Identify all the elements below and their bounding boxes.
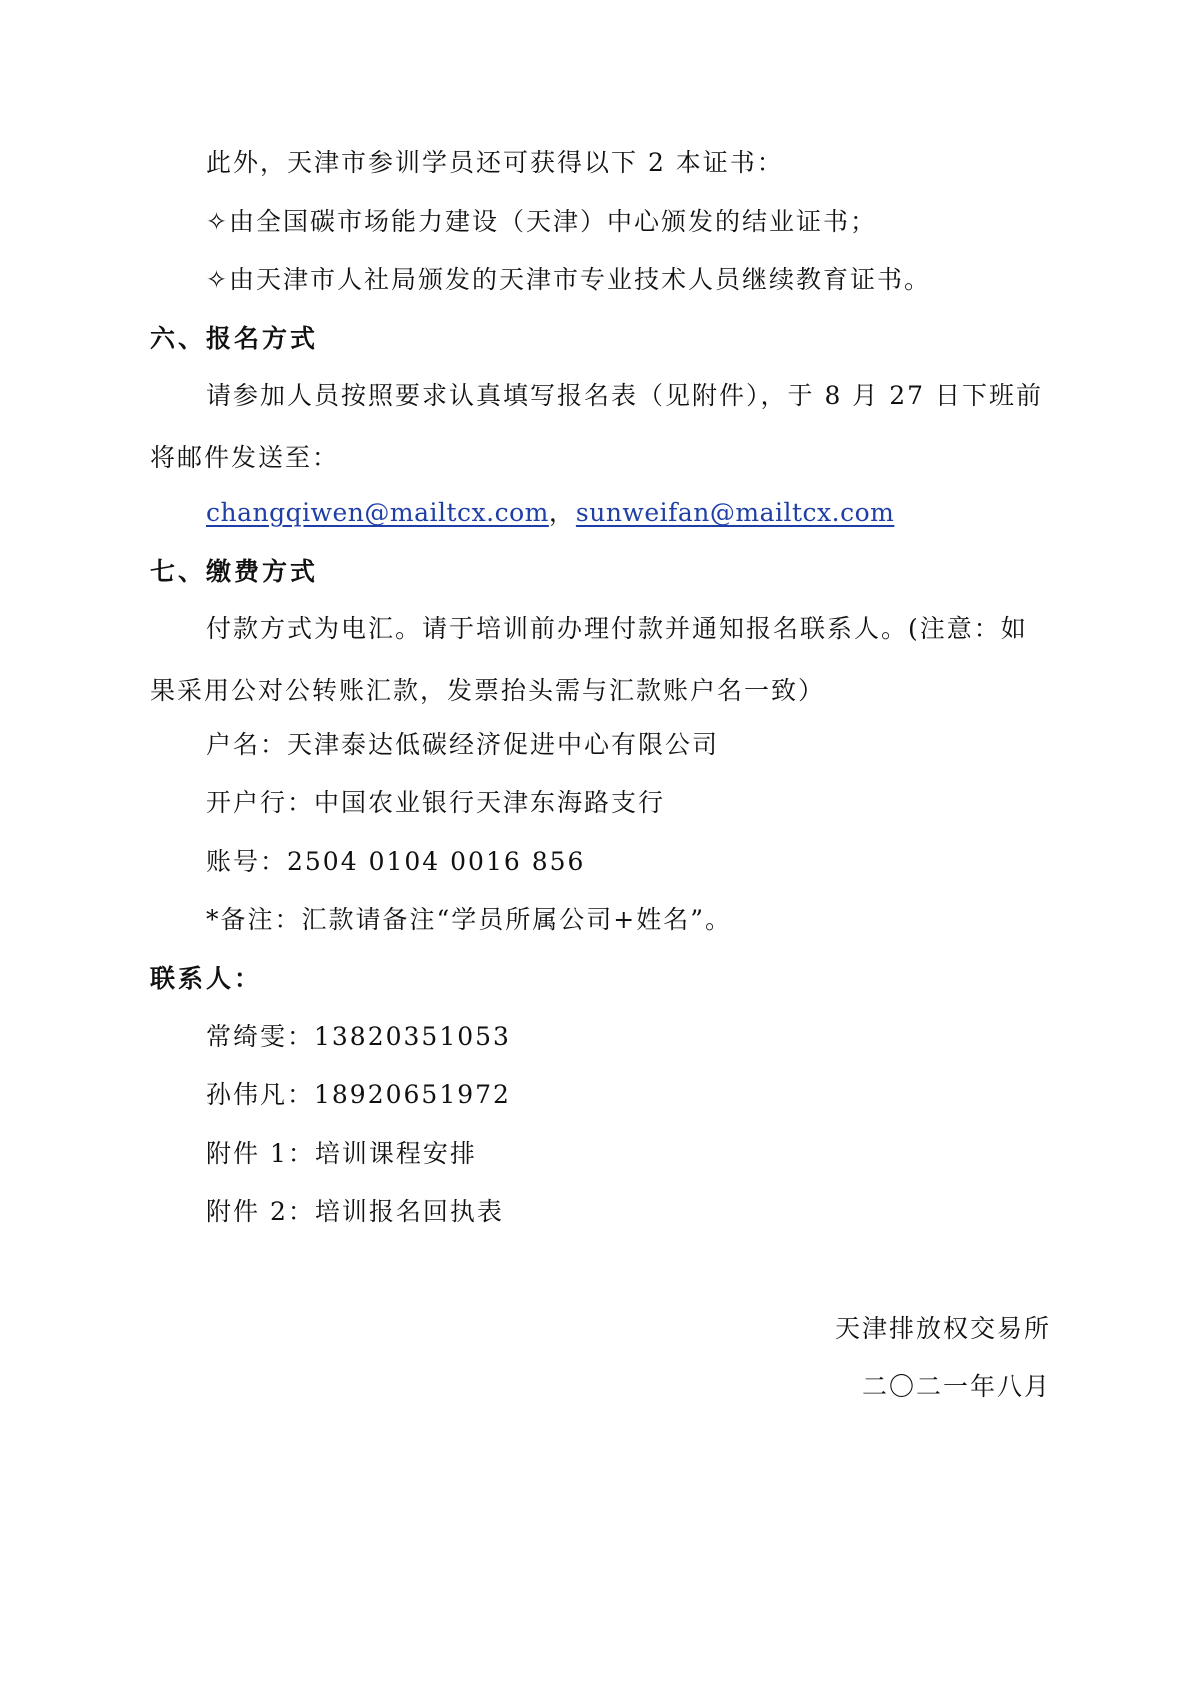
- signature-date: 二〇二一年八月: [861, 1372, 1051, 1401]
- contact-changqiwen: 常绮雯：13820351053: [206, 1022, 511, 1051]
- remittance-note: *备注：汇款请备注“学员所属公司+姓名”。: [206, 905, 733, 934]
- email-link-sunweifan[interactable]: sunweifan@mailtcx.com: [575, 498, 895, 527]
- payment-paragraph: 付款方式为电汇。请于培训前办理付款并通知报名联系人。(注意：如果采用公对公转账汇款，发票抬头需与汇款账户名一致）: [150, 614, 1028, 705]
- contact-sunweifan: 孙伟凡：18920651972: [206, 1080, 511, 1109]
- certificate-item-completion: ✧由全国碳市场能力建设（天津）中心颁发的结业证书；: [206, 207, 877, 236]
- attachment-2: 附件 2：培训报名回执表: [206, 1197, 504, 1226]
- bank-name: 开户行：中国农业银行天津东海路支行: [206, 788, 666, 817]
- certificate-item-continuing-education: ✧由天津市人社局颁发的天津市专业技术人员继续教育证书。: [206, 265, 931, 294]
- email-separator: ，: [548, 498, 576, 527]
- attachment-1: 附件 1：培训课程安排: [206, 1139, 477, 1168]
- registration-emails: [206, 496, 894, 530]
- email-link-changqiwen[interactable]: changqiwen@mailtcx.com: [206, 498, 549, 527]
- account-name: 户名：天津泰达低碳经济促进中心有限公司: [206, 730, 720, 759]
- contacts-heading: 联系人：: [150, 964, 263, 993]
- section-heading-registration: 六、报名方式: [150, 324, 319, 353]
- section-heading-payment: 七、缴费方式: [150, 557, 319, 586]
- signature-organization: 天津排放权交易所: [834, 1314, 1051, 1343]
- account-number: 账号：2504 0104 0016 856: [206, 847, 586, 876]
- registration-paragraph: 请参加人员按照要求认真填写报名表（见附件），于 8 月 27 日下班前将邮件发送至：: [150, 381, 1044, 472]
- certificate-intro: 此外，天津市参训学员还可获得以下 2 本证书：: [206, 148, 784, 177]
